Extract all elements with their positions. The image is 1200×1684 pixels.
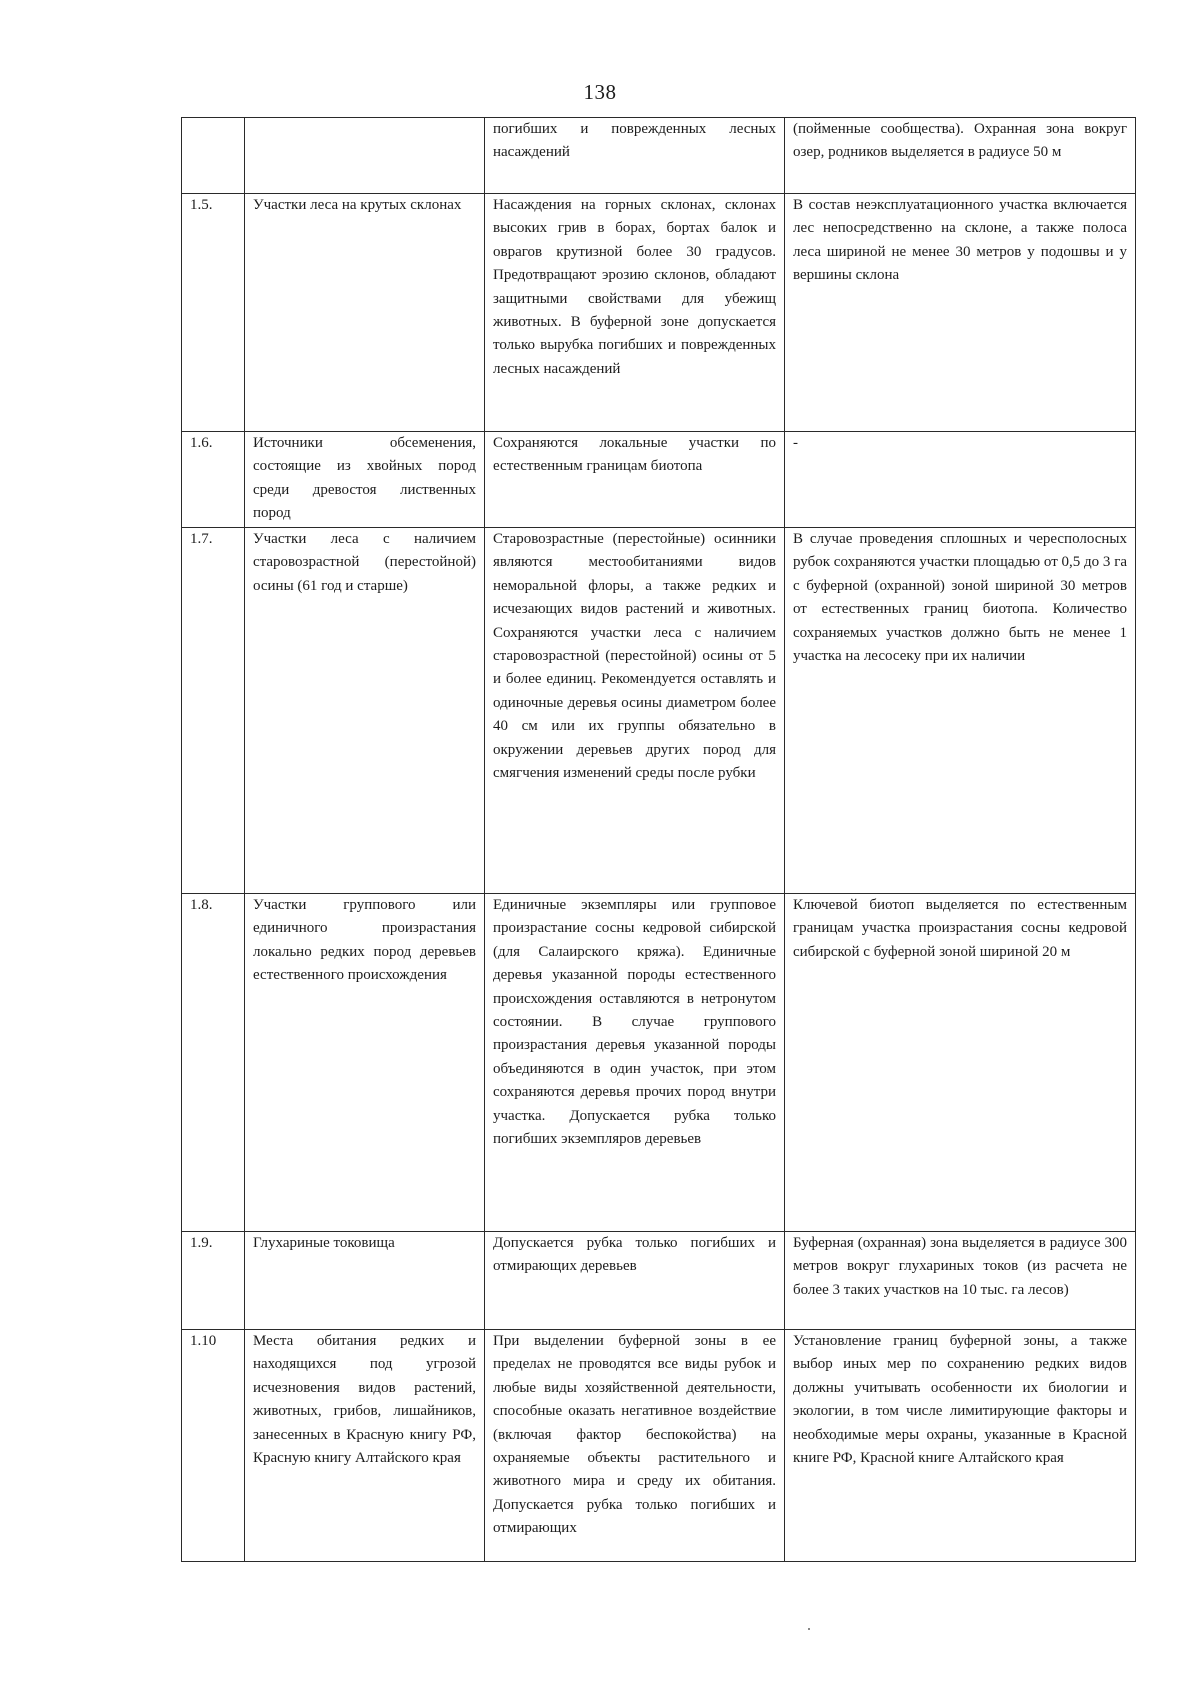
biotope-description: погибших и поврежденных лесных насаждений (485, 118, 785, 194)
row-number (182, 118, 245, 194)
row-number: 1.9. (182, 1232, 245, 1330)
biotope-name (245, 118, 485, 194)
biotope-name: Участки группового или единичного произрастания локально редких пород деревьев естественного происхождения (245, 894, 485, 1232)
buffer-zone-text: Установление границ буферной зоны, а также выбор иных мер по сохранению редких видов должны учитывать особенности их биологии и экологии, в том числе лимитирующие факторы и необходимые меры охраны, указанные в Красной книге РФ, Красной книге Алтайского края (785, 1330, 1136, 1562)
row-number: 1.7. (182, 528, 245, 894)
scan-speck (808, 1628, 810, 1630)
table-row (182, 118, 1136, 194)
biotope-description: При выделении буферной зоны в ее пределах не проводятся все виды рубок и любые виды хозяйственной деятельности, способные оказать негативное воздействие (включая фактор беспокойства) на охраняемые объекты растительного и животного мира и среду их обитания. Допускается рубка только погибших и отмирающих (485, 1330, 785, 1562)
table-row (182, 194, 1136, 432)
buffer-zone-text: Ключевой биотоп выделяется по естественным границам участка произрастания сосны кедровой сибирской с буферной зоной шириной 20 м (785, 894, 1136, 1232)
buffer-zone-text: Буферная (охранная) зона выделяется в радиусе 300 метров вокруг глухариных токов (из расчета не более 3 таких участков на 10 тыс. га лесов) (785, 1232, 1136, 1330)
row-number: 1.5. (182, 194, 245, 432)
buffer-zone-text: - (785, 432, 1136, 528)
biotope-description: Единичные экземпляры или групповое произрастание сосны кедровой сибирской (для Салаирского кряжа). Единичные деревья указанной породы естественного происхождения оставляются в нетронутом состоянии. В случае группового произрастания деревья указанной породы объединяются в один участок, при этом сохраняются деревья прочих пород внутри участка. Допускается рубка только погибших экземпляров деревьев (485, 894, 785, 1232)
biotope-description: Старовозрастные (перестойные) осинники являются местообитаниями видов неморальной флоры, а также редких и исчезающих видов растений и животных. Сохраняются участки леса с наличием старовозрастной (перестойной) осины от 5 и более единиц. Рекомендуется оставлять и одиночные деревья осины диаметром более 40 см или их группы обязательно в окружении деревьев других пород для смягчения изменений среды после рубки (485, 528, 785, 894)
buffer-zone-text: (пойменные сообщества). Охранная зона вокруг озер, родников выделяется в радиусе 50 м (785, 118, 1136, 194)
table-row (182, 1330, 1136, 1562)
biotope-description: Допускается рубка только погибших и отмирающих деревьев (485, 1232, 785, 1330)
biotope-name: Участки леса с наличием старовозрастной (перестойной) осины (61 год и старше) (245, 528, 485, 894)
biotope-description: Сохраняются локальные участки по естественным границам биотопа (485, 432, 785, 528)
biotope-name: Места обитания редких и находящихся под угрозой исчезновения видов растений, животных, грибов, лишайников, занесенных в Красную книгу РФ, Красную книгу Алтайского края (245, 1330, 485, 1562)
biotope-description: Насаждения на горных склонах, склонах высоких грив в борах, бортах балок и оврагов крутизной более 30 градусов. Предотвращают эрозию склонов, обладают защитными свойствами для убежищ животных. В буферной зоне допускается только вырубка погибших и поврежденных лесных насаждений (485, 194, 785, 432)
page-number: 138 (583, 80, 617, 104)
buffer-zone-text: В состав неэксплуатационного участка включается лес непосредственно на склоне, а также полоса леса шириной не менее 30 метров у подошвы и у вершины склона (785, 194, 1136, 432)
biotope-name: Источники обсеменения, состоящие из хвойных пород среди древостоя лиственных пород (245, 432, 485, 528)
table-row (182, 894, 1136, 1232)
biotope-table (181, 117, 1136, 1562)
biotope-name: Глухариные токовища (245, 1232, 485, 1330)
row-number: 1.6. (182, 432, 245, 528)
buffer-zone-text: В случае проведения сплошных и чересполосных рубок сохраняются участки площадью от 0,5 до 3 га с буферной (охранной) зоной шириной 30 метров от естественных границ биотопа. Количество сохраняемых участков должно быть не менее 1 участка на лесосеку при их наличии (785, 528, 1136, 894)
table-row (182, 1232, 1136, 1330)
row-number: 1.8. (182, 894, 245, 1232)
table-row (182, 432, 1136, 528)
table-row (182, 528, 1136, 894)
row-number: 1.10 (182, 1330, 245, 1562)
biotope-name: Участки леса на крутых склонах (245, 194, 485, 432)
